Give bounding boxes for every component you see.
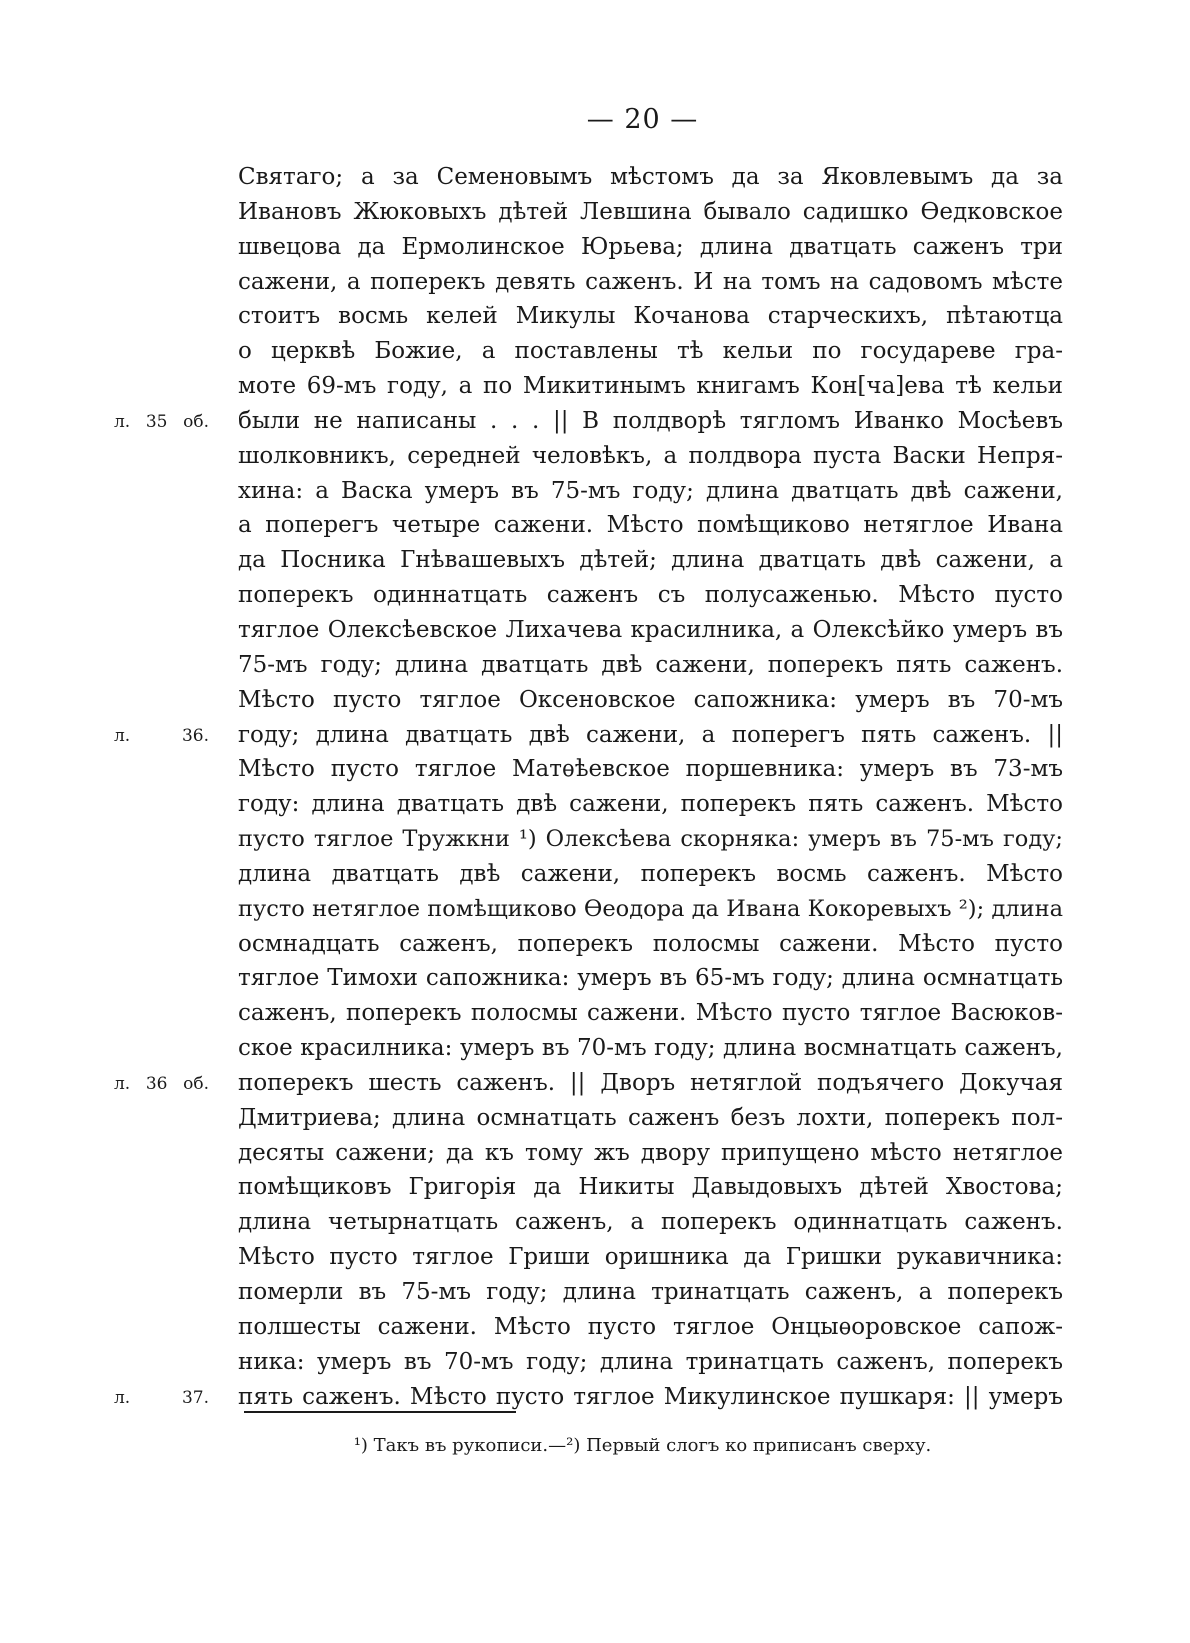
text-line <box>238 1310 1063 1345</box>
line-text: а поперегъ четыре сажени. Мѣсто помѣщиково нетяглое Ивана <box>238 512 1063 539</box>
line-text: о церквѣ Божие, а поставлены тѣ кельи по государеве гра- <box>238 338 1063 365</box>
line-text: году: длина дватцать двѣ сажени, поперекъ пять саженъ. Мѣсто <box>238 791 1063 818</box>
line-text: пять саженъ. Мѣсто пусто тяглое Микулинское пушкаря: || умеръ <box>238 1383 1063 1410</box>
text-line <box>238 1345 1063 1380</box>
text-line <box>238 648 1063 683</box>
line-text: тяглое Олексѣевское Лихачева красилника, а Олексѣйко умеръ въ <box>238 616 1063 643</box>
line-text: Мѣсто пусто тяглое Матѳѣевское поршевника: умеръ въ 73-мъ <box>238 756 1063 783</box>
line-text: Мѣсто пусто тяглое Гриши оришника да Гришки рукавичника: <box>238 1244 1063 1271</box>
text-line <box>238 613 1063 648</box>
line-text: Мѣсто пусто тяглое Оксеновское сапожника: умеръ въ 70-мъ <box>238 686 1063 713</box>
line-text: году; длина дватцать двѣ сажени, а поперегъ пять саженъ. || <box>238 721 1063 748</box>
text-line <box>238 892 1063 927</box>
line-text: 75-мъ году; длина дватцать двѣ сажени, поперекъ пять саженъ. <box>238 651 1063 678</box>
text-line <box>238 1205 1063 1240</box>
line-text: длина четырнатцать саженъ, а поперекъ одиннатцать саженъ. <box>238 1209 1063 1236</box>
line-text: шолковникъ, середней человѣкъ, а полдвора пуста Васки Непря- <box>238 442 1063 469</box>
text-line <box>114 718 1063 753</box>
text-line <box>238 543 1063 578</box>
footnote: ¹) Такъ въ рукописи.—²) Первый слогъ ко приписанъ сверху. <box>353 1435 932 1456</box>
line-text: десяты сажени; да къ тому жъ двору припущено мѣсто нетяглое <box>238 1139 1063 1166</box>
text-line <box>238 369 1063 404</box>
folio-margin-note: л. 37. <box>114 1387 209 1408</box>
line-text: померли въ 75-мъ году; длина тринатцать саженъ, а поперекъ <box>238 1279 1063 1305</box>
line-text: помѣщиковъ Григорія да Никиты Давыдовыхъ дѣтей Хвостова; <box>238 1174 1063 1201</box>
line-text: Ивановъ Жюковыхъ дѣтей Левшина бывало садишко Ѳедковское <box>238 198 1063 225</box>
text-line <box>238 160 1063 195</box>
text-line <box>238 265 1063 300</box>
footnote-divider <box>244 1411 516 1413</box>
text-line <box>238 752 1063 787</box>
text-line <box>238 474 1063 509</box>
folio-margin-note: л. 36 об. <box>114 1073 209 1094</box>
folio-margin-note: л. 35 об. <box>114 411 209 432</box>
text-line <box>238 1240 1063 1275</box>
line-text: швецова да Ермолинское Юрьева; длина дватцать саженъ три <box>238 233 1063 260</box>
line-text: сажени, а поперекъ девять саженъ. И на томъ на садовомъ мѣсте <box>238 268 1063 295</box>
text-line <box>238 857 1063 892</box>
line-text: стоитъ восмь келей Микулы Кочанова старческихъ, пѣтаютца <box>238 303 1063 330</box>
line-text: полшесты сажени. Мѣсто пусто тяглое Онцыѳоровское сапож- <box>238 1313 1063 1340</box>
text-line <box>238 961 1063 996</box>
line-text: поперекъ шесть саженъ. || Дворъ нетяглой подъячего Докучая <box>238 1069 1063 1096</box>
text-line <box>238 195 1063 230</box>
line-text: длина дватцать двѣ сажени, поперекъ восмь саженъ. Мѣсто <box>238 860 1063 887</box>
line-text: Святаго; а за Семеновымъ мѣстомъ да за Яковлевымъ да за <box>238 164 1063 190</box>
text-line <box>238 439 1063 474</box>
line-text: да Посника Гнѣвашевыхъ дѣтей; длина дватцать двѣ сажени, а <box>238 547 1063 574</box>
text-line <box>238 334 1063 369</box>
line-text: были не написаны . . . || В полдворѣ тягломъ Иванко Мосѣевъ <box>238 407 1063 434</box>
text-line <box>114 1380 1063 1415</box>
text-line <box>238 787 1063 822</box>
text-line <box>238 578 1063 613</box>
text-line <box>238 299 1063 334</box>
line-text: поперекъ одиннатцать саженъ съ полусаженью. Мѣсто пусто <box>238 582 1063 609</box>
text-line <box>114 1066 1063 1101</box>
text-line <box>238 508 1063 543</box>
text-line <box>238 683 1063 718</box>
line-text: тяглое Тимохи сапожника: умеръ въ 65-мъ году; длина осмнатцать <box>238 965 1063 992</box>
text-line <box>238 1101 1063 1136</box>
line-text: ника: умеръ въ 70-мъ году; длина тринатцать саженъ, поперекъ <box>238 1348 1063 1375</box>
line-text: Дмитриева; длина осмнатцать саженъ безъ лохти, поперекъ пол- <box>238 1104 1063 1131</box>
line-text: ское красилника: умеръ въ 70-мъ году; длина восмнатцать саженъ, <box>238 1035 1063 1062</box>
text-line <box>238 1275 1063 1310</box>
line-text: осмнадцать саженъ, поперекъ полосмы сажени. Мѣсто пусто <box>238 930 1063 957</box>
text-line <box>238 996 1063 1031</box>
text-line <box>238 1170 1063 1205</box>
body-text <box>114 160 1063 1414</box>
folio-margin-note: л. 36. <box>114 725 209 746</box>
page-number: — 20 — <box>586 104 699 135</box>
line-text: хина: а Васка умеръ въ 75-мъ году; длина дватцать двѣ сажени, <box>238 477 1063 504</box>
text-line <box>238 822 1063 857</box>
text-line <box>114 404 1063 439</box>
line-text: пусто нетяглое помѣщиково Ѳеодора да Ивана Кокоревыхъ ²); длина <box>238 895 1063 922</box>
text-line <box>238 230 1063 265</box>
text-line <box>238 1136 1063 1171</box>
text-line <box>238 1031 1063 1066</box>
line-text: пусто тяглое Тружкни ¹) Олексѣева скорняка: умеръ въ 75-мъ году; <box>238 826 1063 853</box>
line-text: саженъ, поперекъ полосмы сажени. Мѣсто пусто тяглое Васюков- <box>238 1000 1063 1027</box>
line-text: моте 69-мъ году, а по Микитинымъ книгамъ Кон[ча]ева тѣ кельи <box>238 373 1063 400</box>
text-line <box>238 927 1063 962</box>
